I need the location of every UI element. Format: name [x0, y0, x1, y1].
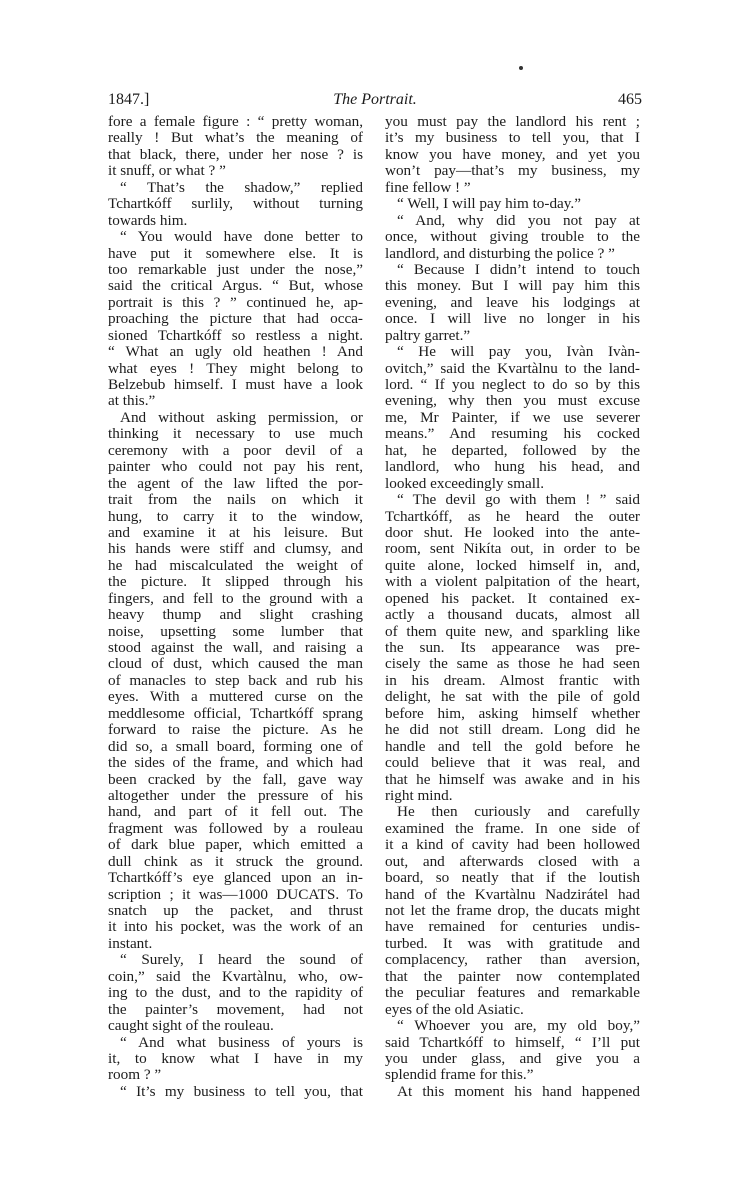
text-line: board, so neatly that if the loutish: [385, 869, 640, 887]
text-line: me, Mr Painter, if we use severer: [385, 408, 640, 426]
text-column-right: [385, 114, 640, 1100]
text-line: instant.: [108, 934, 153, 952]
text-line: his hands were stiff and clumsy, and: [108, 540, 363, 558]
text-line: Belzebub himself. I must have a look: [108, 376, 363, 393]
text-line: not let the frame drop, the ducats might: [385, 902, 640, 919]
text-line: been cracked by the fall, gave way: [108, 770, 363, 788]
text-line: splendid frame for this.”: [385, 1066, 534, 1084]
header-year: 1847.]: [108, 91, 150, 108]
text-line: hung, to carry it to the window,: [108, 507, 363, 525]
text-line: hand of the Kvartàlnu Nadzirátel had: [385, 885, 640, 903]
text-line: complacency, rather than aversion,: [385, 951, 640, 969]
text-line: out, and afterwards closed with a: [385, 852, 640, 870]
text-line: “ It’s my business to tell you, that: [120, 1082, 363, 1100]
text-line: said the critical Argus. “ But, whose: [108, 277, 363, 295]
text-line: landlord, who hung his head, and: [385, 458, 640, 476]
text-line: of them quite new, and sparkling like: [385, 622, 640, 640]
text-line: the sun. Its appearance was pre-: [385, 639, 640, 656]
text-line: could believe that it was real, and: [385, 754, 640, 772]
text-line: turbed. It was with gratitude and: [385, 934, 640, 952]
text-line: that the painter now contemplated: [385, 967, 640, 985]
text-line: evening, why then you must excuse: [385, 392, 640, 410]
text-line: the picture. It slipped through his: [108, 573, 363, 591]
text-line: thinking it necessary to use much: [108, 425, 363, 443]
text-line: “ And, why did you not pay at: [397, 211, 640, 229]
text-line: paltry garret.”: [385, 326, 471, 344]
text-line: coin,” said the Kvartàlnu, who, ow-: [108, 967, 363, 985]
text-line: “ Well, I will pay him to-day.”: [397, 195, 581, 213]
text-line: sioned Tchartkóff so restless a night.: [108, 326, 363, 344]
text-line: and examine it at his leisure. But: [108, 523, 363, 541]
text-line: with a violent palpitation of the heart,: [385, 573, 640, 591]
text-line: “ He will pay you, Ivàn Ivàn-: [397, 343, 640, 361]
text-line: the agent of the law lifted the por-: [108, 474, 363, 492]
text-line: the sides of the frame, and which had: [108, 754, 363, 772]
text-line: handle and tell the gold before he: [385, 737, 640, 755]
text-line: stood against the wall, and raising a: [108, 639, 363, 656]
text-line: the painter’s movement, had not: [108, 1000, 363, 1018]
text-line: right mind.: [385, 786, 453, 804]
text-line: “ Whoever you are, my old boy,”: [397, 1017, 640, 1035]
text-line: eyes. With a muttered curse on the: [108, 688, 363, 706]
text-line: “ That’s the shadow,” replied: [120, 178, 363, 196]
text-line: hat, he departed, followed by the: [385, 441, 640, 459]
text-line: that he himself was awake and in his: [385, 770, 640, 788]
text-line: too remarkable just under the nose,”: [108, 260, 363, 278]
text-line: that black, there, under her nose ? is: [108, 145, 363, 163]
text-line: what eyes ! They might belong to: [108, 359, 363, 377]
text-line: Tchartkóff’s eye glanced upon an in-: [108, 869, 363, 887]
text-line: have put it somewhere else. It is: [108, 244, 363, 262]
running-title: The Portrait.: [333, 91, 417, 108]
text-line: fingers, and fell to the ground with a: [108, 589, 363, 607]
text-line: ceremony with a poor devil of a: [108, 441, 363, 459]
text-line: he did not still dream. Long did he: [385, 721, 640, 739]
text-line: did so, a small board, forming one of: [108, 737, 363, 755]
text-line: And without asking permission, or: [120, 408, 363, 426]
text-line: room ? ”: [108, 1066, 162, 1084]
text-line: once. I will live no longer in his: [385, 310, 640, 328]
text-line: of dark blue paper, which emitted a: [108, 836, 363, 854]
text-line: it, to know what I have in my: [108, 1049, 363, 1067]
text-line: “ And what business of yours is: [120, 1033, 363, 1051]
text-line: portrait is this ? ” continued he, ap-: [108, 293, 363, 311]
text-line: meddlesome official, Tchartkóff sprang: [108, 704, 363, 722]
text-line: you under glass, and give you a: [385, 1049, 640, 1067]
text-line: “ What an ugly old heathen ! And: [108, 343, 363, 361]
text-line: snatch up the packet, and thrust: [108, 902, 363, 919]
text-line: have remained for centuries undis-: [385, 918, 640, 936]
text-line: heavy thump and slight crashing: [108, 606, 363, 624]
text-line: forward to raise the picture. As he: [108, 721, 363, 739]
text-line: “ You would have done better to: [120, 228, 363, 246]
text-line: quite alone, locked himself in, and,: [385, 556, 640, 574]
text-line: won’t pay—that’s my business, my: [385, 162, 640, 180]
text-line: actly a thousand ducats, almost all: [385, 606, 640, 624]
text-line: know you have money, and yet you: [385, 145, 640, 163]
text-line: Tchartkóff surlily, without turning: [108, 195, 363, 213]
page-number: 465: [618, 91, 642, 108]
text-line: opened his packet. It contained ex-: [385, 589, 640, 607]
text-column-left: [108, 114, 363, 1100]
text-line: looked exceedingly small.: [385, 474, 545, 492]
text-line: the peculiar features and remarkable: [385, 984, 640, 1002]
text-line: of manacles to step back and rub his: [108, 671, 363, 689]
text-line: at this.”: [108, 392, 156, 410]
text-line: delight, he sat with the pile of gold: [385, 688, 640, 706]
text-line: before him, asking himself whether: [385, 704, 640, 722]
text-line: once, without giving trouble to the: [385, 228, 640, 246]
text-line: it into his pocket, was the work of an: [108, 918, 363, 936]
text-line: cloud of dust, which caused the man: [108, 655, 363, 673]
text-line: towards him.: [108, 211, 188, 229]
text-line: “ Surely, I heard the sound of: [120, 951, 363, 969]
text-line: really ! But what’s the meaning of: [108, 129, 363, 147]
text-line: landlord, and disturbing the police ? ”: [385, 244, 615, 262]
text-line: ing to the dust, and to the rapidity of: [108, 984, 363, 1002]
text-line: altogether under the pressure of his: [108, 786, 363, 804]
text-line: it a kind of cavity had been hollowed: [385, 836, 640, 854]
text-line: “ The devil go with them ! ” said: [397, 491, 640, 509]
text-line: painter who could not pay his rent,: [108, 458, 363, 476]
text-line: room, sent Nikíta out, in order to be: [385, 540, 640, 558]
text-line: trait from the nails on which it: [108, 491, 363, 509]
text-line: door shut. He looked into the ante-: [385, 523, 640, 541]
text-line: cisely the same as those he had seen: [385, 655, 640, 673]
text-line: ovitch,” said the Kvartàlnu to the land-: [385, 359, 640, 377]
text-line: fore a female figure : “ pretty woman,: [108, 113, 363, 130]
text-line: eyes of the old Asiatic.: [385, 1000, 524, 1018]
text-line: “ Because I didn’t intend to touch: [397, 260, 640, 278]
text-line: scription ; it was—1000 DUCATS. To: [108, 885, 363, 903]
text-line: hand, and part of it fell out. The: [108, 803, 363, 821]
text-line: in his dream. Almost frantic with: [385, 671, 640, 689]
text-line: you must pay the landlord his rent ;: [385, 113, 640, 130]
text-line: examined the frame. In one side of: [385, 819, 640, 837]
text-line: proaching the picture that had occa-: [108, 310, 363, 328]
text-line: He then curiously and carefully: [397, 803, 640, 821]
text-line: fragment was followed by a rouleau: [108, 819, 363, 837]
text-line: lord. “ If you neglect to do so by this: [385, 376, 640, 393]
text-line: Tchartkóff, as he heard the outer: [385, 507, 640, 525]
print-speck: [519, 66, 523, 70]
text-line: fine fellow ! ”: [385, 178, 471, 196]
text-line: it’s my business to tell you, that I: [385, 129, 640, 147]
text-line: caught sight of the rouleau.: [108, 1017, 274, 1035]
text-line: it snuff, or what ? ”: [108, 162, 226, 180]
text-line: means.” And resuming his cocked: [385, 425, 640, 443]
text-line: this money. But I will pay him this: [385, 277, 640, 295]
text-line: evening, and leave his lodgings at: [385, 293, 640, 311]
text-line: At this moment his hand happened: [397, 1082, 640, 1100]
text-line: said Tchartkóff to himself, “ I’ll put: [385, 1033, 640, 1051]
text-line: he had miscalculated the weight of: [108, 556, 363, 574]
text-line: dull chink as it struck the ground.: [108, 852, 363, 870]
text-line: noise, upsetting some lumber that: [108, 622, 363, 640]
